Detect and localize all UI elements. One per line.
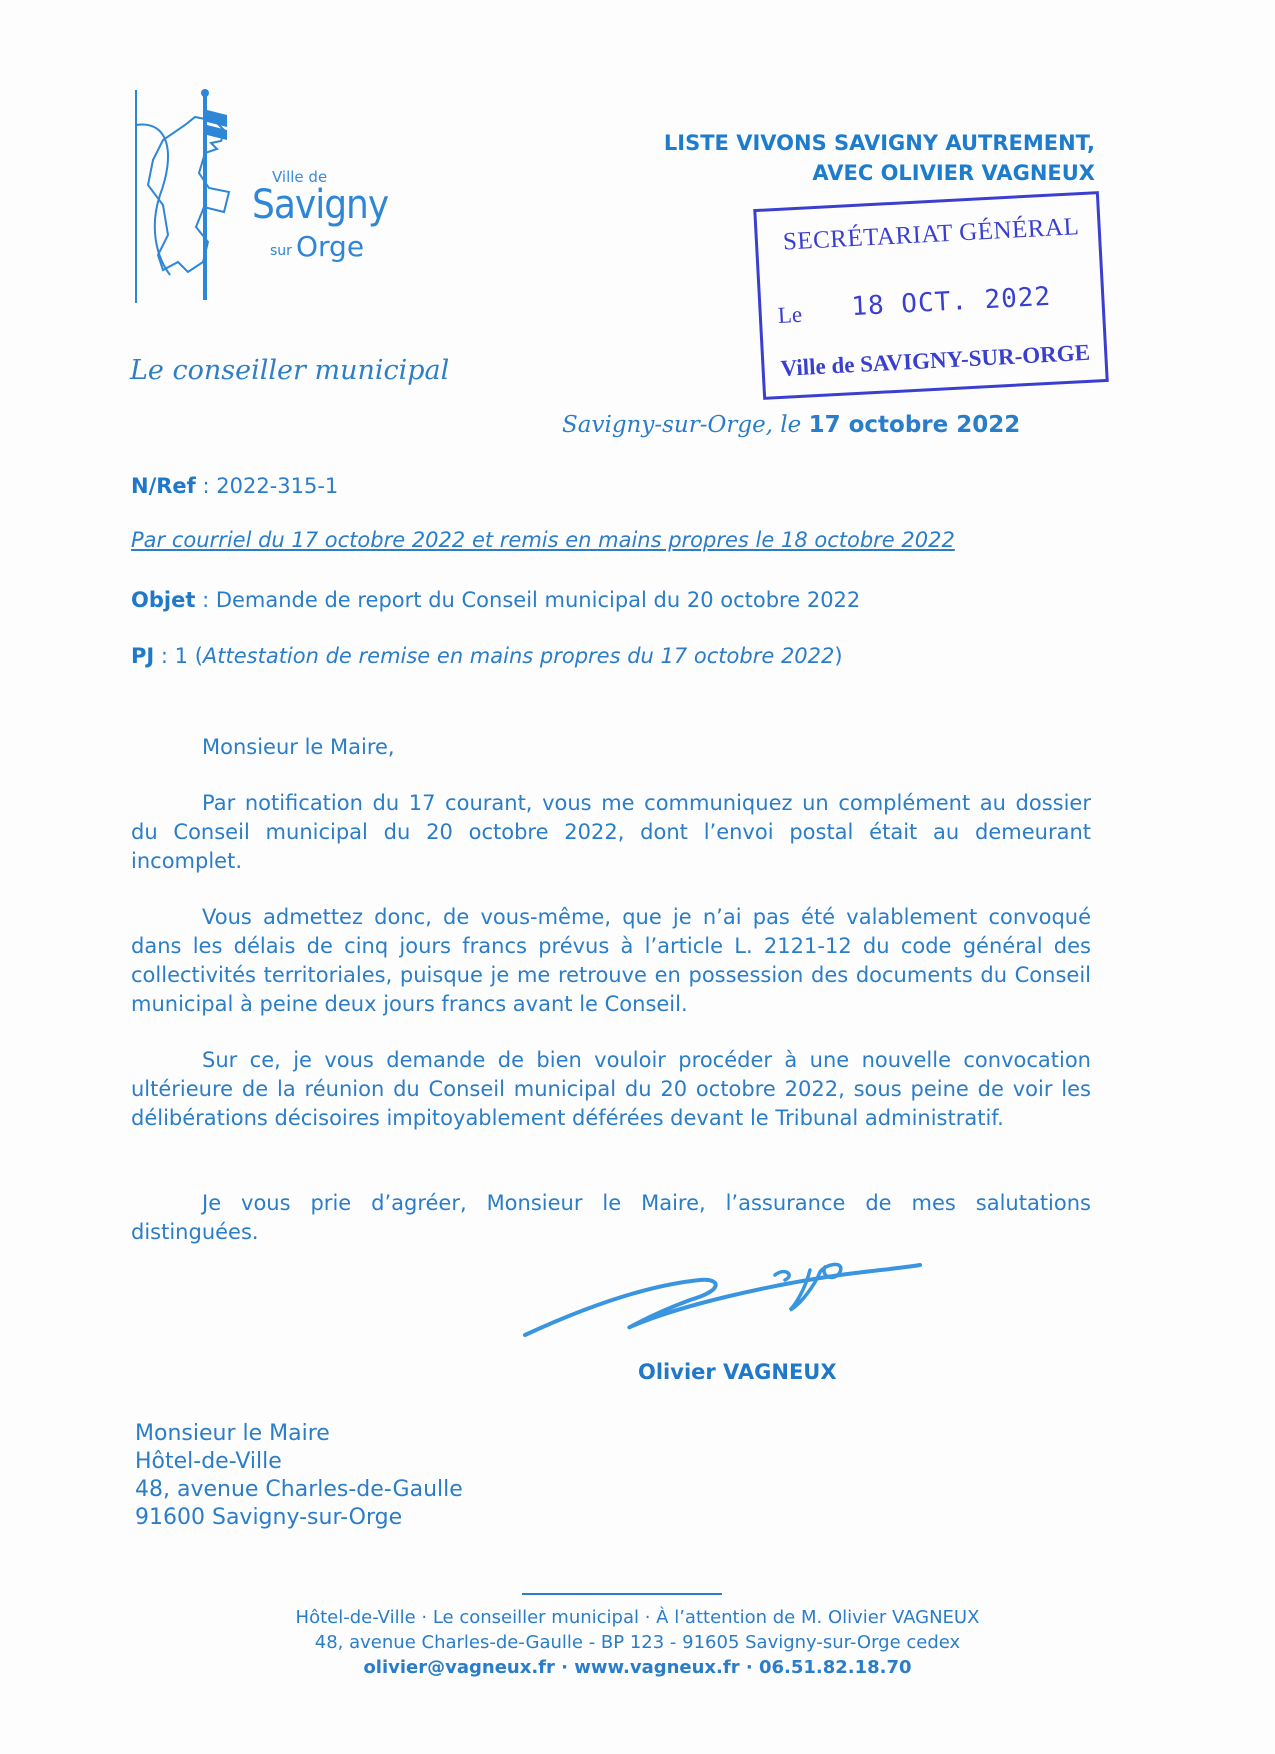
sender-role: Le conseiller municipal <box>130 355 450 386</box>
paragraph-text: Je vous prie d’agréer, Monsieur le Maire, l’assurance de mes salutations distinguées. <box>131 1191 1091 1244</box>
stamp-le: Le <box>777 301 803 329</box>
body-paragraph <box>131 1189 1091 1247</box>
footer <box>160 1605 1115 1680</box>
subject-value: : Demande de report du Conseil municipal du 20 octobre 2022 <box>202 588 861 612</box>
list-header-line2: AVEC OLIVIER VAGNEUX <box>812 161 1095 185</box>
attachment-value: Attestation de remise en mains propres du 17 octobre 2022 <box>202 644 835 668</box>
received-stamp <box>753 191 1109 400</box>
salutation: Monsieur le Maire, <box>202 735 395 759</box>
address-line: 91600 Savigny-sur-Orge <box>135 1505 403 1530</box>
list-header-line1: LISTE VIVONS SAVIGNY AUTREMENT, <box>663 131 1095 155</box>
subject-label: Objet <box>131 588 196 612</box>
footer-line2: 48, avenue Charles-de-Gaulle - BP 123 - 91605 Savigny-sur-Orge cedex <box>314 1632 961 1653</box>
logo-ville-de: Ville de <box>272 168 328 186</box>
logo-sur: sur <box>270 243 292 259</box>
attachment-suffix: ) <box>834 644 843 668</box>
paragraph-text: Par notification du 17 courant, vous me communiquez un complément au dossier du Conseil municipal du 20 octobre 2022, dont l’envoi postal était au demeurant incomplet. <box>131 791 1091 873</box>
stamp-ville: Ville de SAVIGNY-SUR-ORGE <box>779 339 1091 381</box>
subject <box>131 588 860 612</box>
address-line: Monsieur le Maire <box>135 1421 330 1446</box>
paragraph-text: Vous admettez donc, de vous-même, que je n’ai pas été valablement convoqué dans les délais de cinq jours francs prévus à l’article L. 2121-12 du code général des collectivités territoriales, puisque je me retrouve en possession des documents du Conseil municipal à peine deux jours francs avant le Conseil. <box>131 905 1091 1016</box>
date-line <box>562 412 1020 438</box>
body-paragraph <box>131 903 1091 1019</box>
footer-divider <box>522 1593 722 1595</box>
footer-contact: olivier@vagneux.fr · www.vagneux.fr · 06.51.82.18.70 <box>363 1657 912 1678</box>
paragraph-text: Sur ce, je vous demande de bien vouloir procéder à une nouvelle convocation ultérieure de la réunion du Conseil municipal du 20 octobre 2022, sous peine de voir les délibérations décisoires impitoyablement déférées devant le Tribunal administratif. <box>131 1048 1091 1130</box>
signer-name: Olivier VAGNEUX <box>638 1360 837 1384</box>
address-line: Hôtel-de-Ville <box>135 1449 282 1474</box>
logo-orge: Orge <box>296 230 365 263</box>
date-place: Savigny-sur-Orge, le <box>562 412 802 438</box>
attachment <box>131 644 843 668</box>
attachment-label: PJ <box>131 644 155 668</box>
stamp-title: SECRÉTARIAT GÉNÉRAL <box>782 213 1080 256</box>
delivery-note: Par courriel du 17 octobre 2022 et remis en mains propres le 18 octobre 2022 <box>131 528 955 552</box>
recipient-address <box>135 1420 463 1532</box>
ref-value: : 2022-315-1 <box>202 474 339 498</box>
handwritten-signature <box>510 1245 930 1345</box>
letter-date: 17 octobre 2022 <box>808 412 1021 438</box>
stamp-date: 18 OCT. 2022 <box>850 281 1052 323</box>
logo-savigny: Savigny <box>252 182 389 228</box>
ref-label: N/Ref <box>131 474 196 498</box>
footer-line1: Hôtel-de-Ville · Le conseiller municipal · À l’attention de M. Olivier VAGNEUX <box>295 1607 980 1628</box>
reference <box>131 474 338 498</box>
address-line: 48, avenue Charles-de-Gaulle <box>135 1477 463 1502</box>
attachment-prefix: : 1 ( <box>160 644 203 668</box>
body-paragraph <box>131 1046 1091 1133</box>
list-header <box>664 128 1095 188</box>
body-paragraph <box>131 789 1091 876</box>
